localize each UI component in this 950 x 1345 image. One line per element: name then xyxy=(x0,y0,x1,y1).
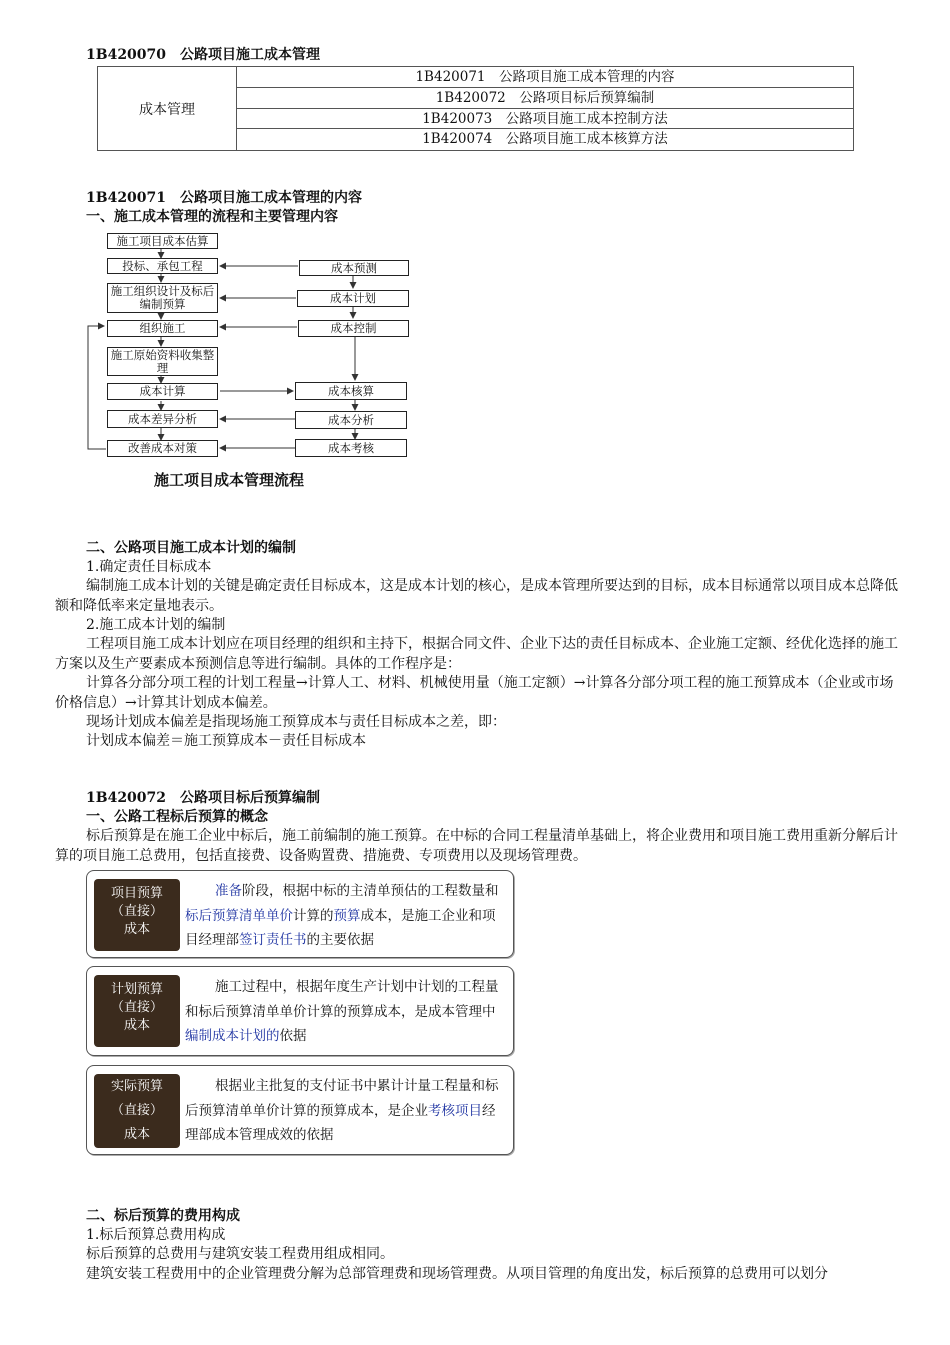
outline-table-left-cell: 成本管理 xyxy=(98,67,237,150)
paragraph: 建筑安装工程费用中的企业管理费分解为总部管理费和现场管理费。从项目管理的角度出发，标后预算的总费用可以划分 xyxy=(86,1266,828,1282)
paragraph: 编制施工成本计划的关键是确定责任目标成本，这是成本计划的核心，是成本管理所要达到的目标，成本目标通常以项目成本总降低额和降低率来定量地表示。 xyxy=(55,578,898,614)
badge-line: 计划预算 xyxy=(110,982,163,997)
flow-box-right: 成本计划 xyxy=(297,290,409,307)
flow-box-left: 改善成本对策 xyxy=(107,440,218,457)
flow-box-left: 成本差异分析 xyxy=(107,410,218,428)
outline-row: 1B420072 公路项目标后预算编制 xyxy=(237,88,853,109)
badge-line: 成本 xyxy=(123,1127,150,1142)
subheading: 一、公路工程标后预算的概念 xyxy=(86,809,268,825)
card-text xyxy=(185,879,507,953)
badge-line: 项目预算 xyxy=(110,886,163,901)
flow-box-left: 施工项目成本估算 xyxy=(107,233,218,249)
paragraph: 计算各分部分项工程的计划工程量→计算人工、材料、机械使用量（施工定额）→计算各分部分项工程的施工预算成本（企业或市场价格信息）→计算其计划成本偏差。 xyxy=(55,675,894,711)
cost-management-flowchart xyxy=(80,228,420,468)
card-text-segment: 根据业主批复的支付证书中累计计量工程量和标后预算清单单价计算的预算成本，是企业 xyxy=(185,1078,499,1119)
badge-line: （直接） xyxy=(110,1000,163,1015)
subheading: 二、标后预算的费用构成 xyxy=(86,1208,240,1224)
badge-line: 成本 xyxy=(123,922,150,937)
list-item-label: 1.标后预算总费用构成 xyxy=(86,1227,226,1243)
flow-box-left: 成本计算 xyxy=(107,383,218,400)
highlighted-term: 考核项目 xyxy=(428,1102,482,1119)
subheading: 二、公路项目施工成本计划的编制 xyxy=(86,540,296,556)
card-text xyxy=(185,975,507,1049)
highlighted-term: 编制成本计划的 xyxy=(185,1028,280,1044)
card-text xyxy=(185,1074,507,1148)
badge-line: 成本 xyxy=(123,1018,150,1033)
flow-box-right: 成本预测 xyxy=(299,260,409,276)
flow-box-right: 成本控制 xyxy=(298,320,409,337)
card-text-segment: 经理部成本管理成效的依据 xyxy=(185,1102,496,1143)
list-item-label: 1.确定责任目标成本 xyxy=(86,559,212,575)
outline-table xyxy=(97,66,854,151)
highlighted-term: 预算 xyxy=(333,907,361,924)
card-badge xyxy=(94,879,180,951)
list-item-label: 2.施工成本计划的编制 xyxy=(86,617,226,633)
flowchart-caption: 施工项目成本管理流程 xyxy=(154,471,305,489)
highlighted-term: 签订责任书 xyxy=(239,932,307,948)
section-heading-1b420072: 1B420072 公路项目标后预算编制 xyxy=(86,790,321,806)
outline-table-rows xyxy=(237,67,853,150)
flow-box-left: 投标、承包工程 xyxy=(107,258,218,274)
flow-box-left: 施工组织设计及标后编制预算 xyxy=(107,283,218,313)
budget-card-plan xyxy=(86,966,514,1056)
paragraph: 现场计划成本偏差是指现场施工预算成本与责任目标成本之差，即： xyxy=(86,714,506,730)
badge-line: （直接） xyxy=(110,904,163,919)
flow-box-right: 成本核算 xyxy=(295,382,407,400)
formula-line: 计划成本偏差＝施工预算成本－责任目标成本 xyxy=(86,733,366,749)
card-badge xyxy=(94,1074,180,1148)
outline-row: 1B420071 公路项目施工成本管理的内容 xyxy=(237,67,853,88)
badge-line: （直接） xyxy=(110,1103,163,1118)
flow-box-right: 成本考核 xyxy=(295,439,407,457)
budget-card-actual xyxy=(86,1065,514,1155)
card-text-segment: 施工过程中，根据年度生产计划中计划的工程量和标后预算清单单价计算的预算成本，是成本管理中 xyxy=(185,979,499,1020)
card-text-segment: 计算的 xyxy=(293,907,334,924)
highlighted-term: 标后预算清单单价 xyxy=(185,907,293,924)
budget-card-project xyxy=(86,870,514,958)
badge-line: 实际预算 xyxy=(110,1079,163,1094)
flow-box-left: 施工原始资料收集整理 xyxy=(107,347,218,376)
section-heading-1b420070: 1B420070 公路项目施工成本管理 xyxy=(86,47,321,63)
outline-row: 1B420074 公路项目施工成本核算方法 xyxy=(422,131,668,148)
flow-box-left: 组织施工 xyxy=(107,320,218,337)
card-text-segment: 成本，是施工企业和项目经理部 xyxy=(185,907,496,948)
card-text-segment: 阶段，根据中标的主清单预估的工程数量和 xyxy=(242,883,499,899)
paragraph: 标后预算是在施工企业中标后，施工前编制的施工预算。在中标的合同工程量清单基础上，将企业费用和项目施工费用重新分解后计算的项目施工总费用，包括直接费、设备购置费、措施费、专项费用以及现场管理费。 xyxy=(55,828,898,864)
paragraph: 工程项目施工成本计划应在项目经理的组织和主持下，根据合同文件、企业下达的责任目标成本、企业施工定额、经优化选择的施工方案以及生产要素成本预测信息等进行编制。具体的工作程序是： xyxy=(55,636,898,672)
flow-box-right: 成本分析 xyxy=(295,411,407,429)
paragraph: 标后预算的总费用与建筑安装工程费用组成相同。 xyxy=(86,1246,394,1262)
outline-row: 1B420073 公路项目施工成本控制方法 xyxy=(237,109,853,130)
subheading: 一、施工成本管理的流程和主要管理内容 xyxy=(86,209,338,225)
card-text-segment: 依据 xyxy=(279,1028,307,1044)
card-badge xyxy=(94,975,180,1047)
card-text-segment: 的主要依据 xyxy=(306,932,374,948)
section-heading-1b420071: 1B420071 公路项目施工成本管理的内容 xyxy=(86,190,363,206)
highlighted-term: 准备 xyxy=(215,883,242,899)
